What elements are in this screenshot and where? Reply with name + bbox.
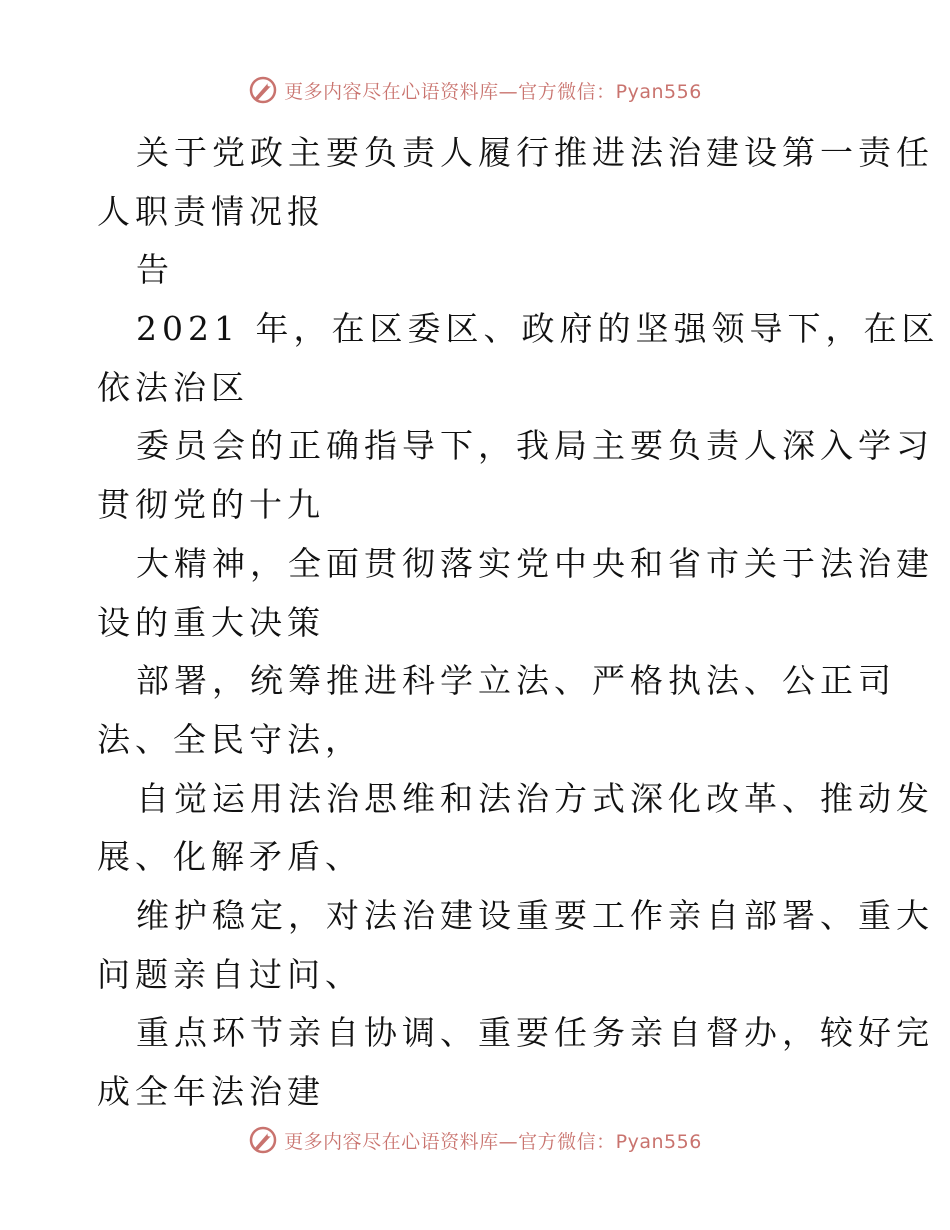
pen-logo-icon [248, 75, 278, 105]
paragraph-line: 重点环节亲自协调、重要任务亲自督办，较好完 [136, 1013, 934, 1053]
header-watermark-banner [0, 70, 950, 110]
paragraph-line: 展、化解矛盾、 [97, 837, 363, 877]
paragraph-line: 自觉运用法治思维和法治方式深化改革、推动发 [136, 778, 934, 818]
paragraph-line: 委员会的正确指导下，我局主要负责人深入学习 [136, 426, 934, 466]
paragraph-line: 成全年法治建 [97, 1072, 325, 1111]
paragraph-line: 依法治区 [97, 367, 249, 407]
paragraph-line: 部署，统筹推进科学立法、严格执法、公正司 [136, 661, 896, 701]
paragraph-line: 法、全民守法， [97, 719, 363, 759]
pen-logo-icon [248, 1125, 278, 1155]
paragraph-line: 维护稳定，对法治建设重要工作亲自部署、重大 [136, 895, 934, 935]
paragraph-line: 问题亲自过问、 [97, 954, 363, 994]
title-line: 人职责情况报 [97, 191, 325, 231]
title-line: 关于党政主要负责人履行推进法治建设第一责任 [136, 133, 934, 172]
document-body [97, 124, 940, 1122]
footer-watermark-text: 更多内容尽在心语资料库—官方微信：Pyan556 [284, 1130, 702, 1153]
footer-watermark-banner [0, 1120, 950, 1160]
title-line: 告 [136, 250, 174, 290]
header-watermark-text: 更多内容尽在心语资料库—官方微信：Pyan556 [284, 80, 702, 103]
paragraph-line: 贯彻党的十九 [97, 485, 325, 525]
paragraph-line: 2021 年，在区委区、政府的坚强领导下，在区 [136, 309, 940, 349]
paragraph-line: 设的重大决策 [97, 602, 325, 642]
paragraph-line: 大精神，全面贯彻落实党中央和省市关于法治建 [136, 543, 934, 583]
